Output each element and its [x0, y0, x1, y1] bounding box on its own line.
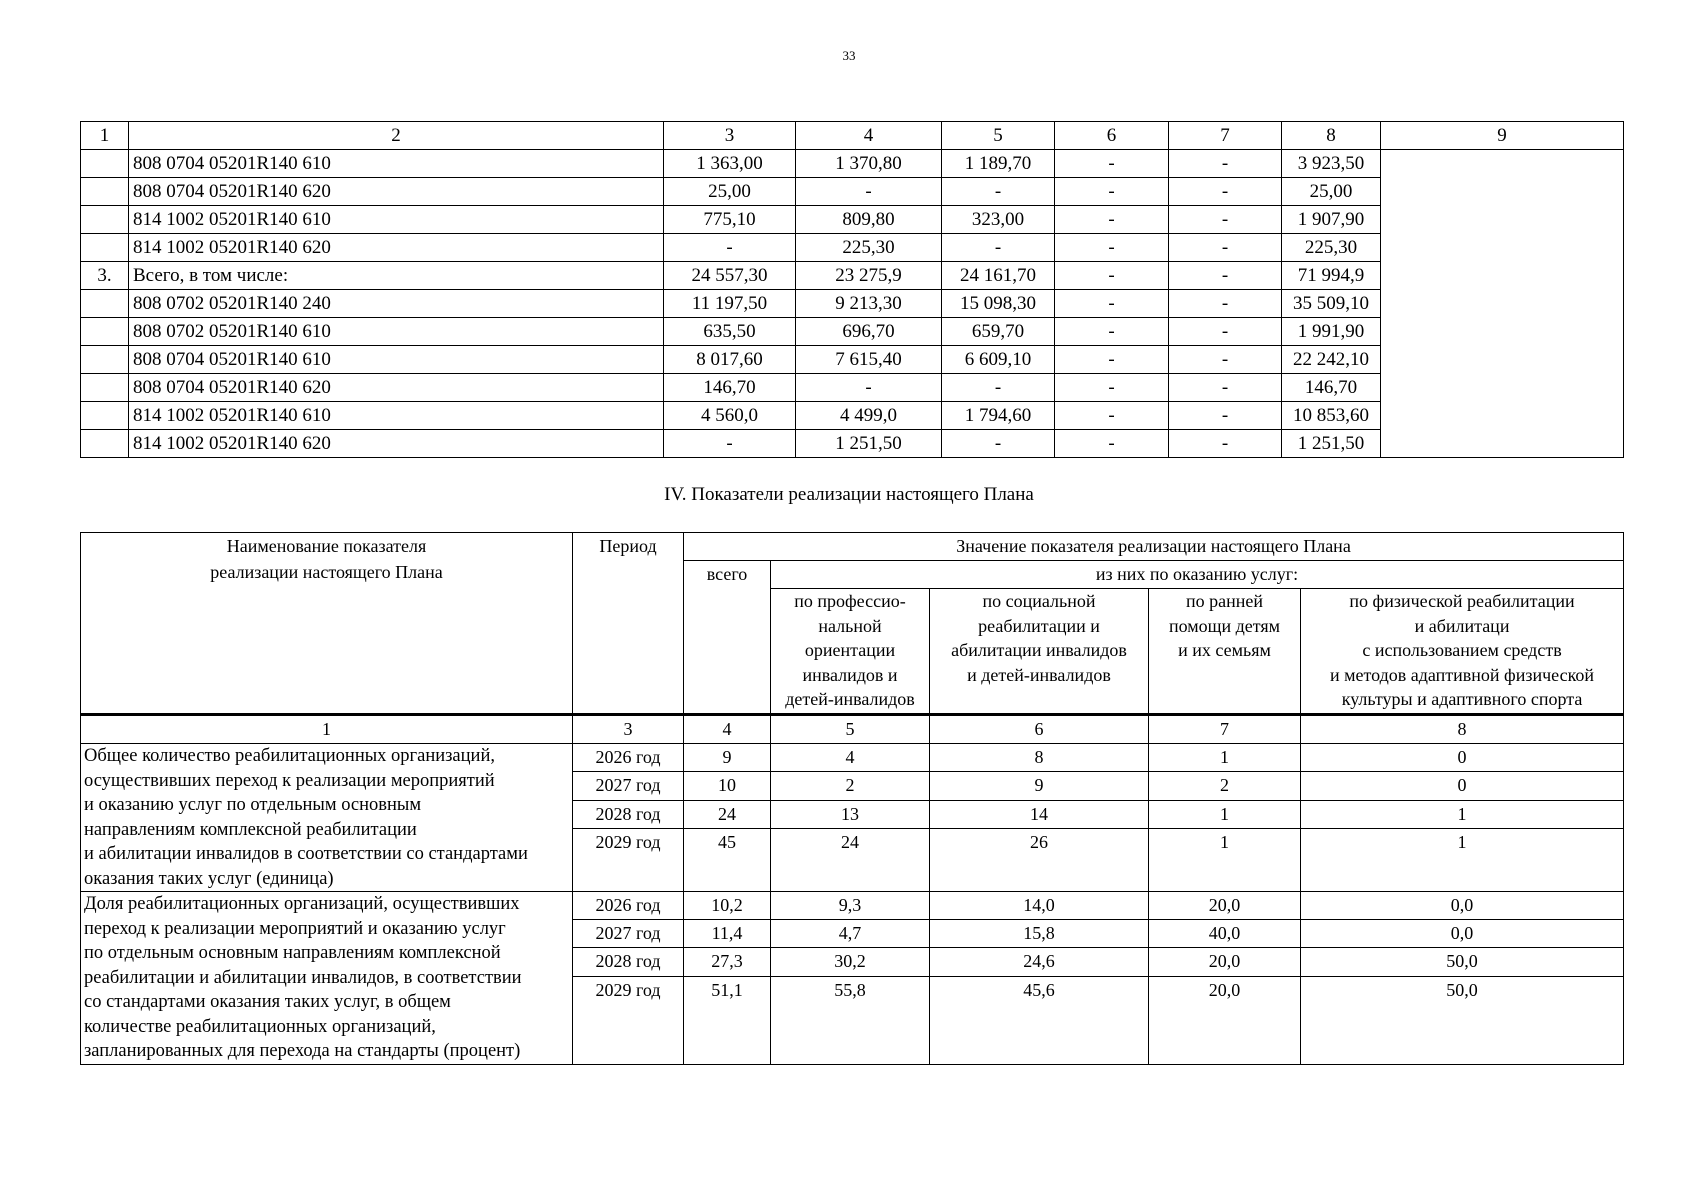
header-line: с использованием средств	[1362, 640, 1562, 660]
value-col7: -	[1169, 430, 1282, 458]
col-number: 5	[942, 122, 1055, 150]
period-cell: 2029 год	[573, 976, 684, 1064]
social-value: 24,6	[930, 948, 1149, 976]
header-line: и методов адаптивной физической	[1329, 664, 1595, 685]
early-help-value: 40,0	[1149, 920, 1301, 948]
value-col5: 323,00	[942, 206, 1055, 234]
col-number: 4	[684, 715, 771, 744]
indicator-name-line: по отдельным основным направлениям комплексной	[84, 943, 501, 963]
value-col8: 71 994,9	[1282, 262, 1381, 290]
early-help-value: 1	[1149, 829, 1301, 892]
col-number: 2	[129, 122, 664, 150]
col-number: 7	[1149, 715, 1301, 744]
header-sub-vocational	[771, 589, 930, 715]
early-help-value: 1	[1149, 744, 1301, 772]
value-col4: 4 499,0	[796, 402, 942, 430]
social-value: 8	[930, 744, 1149, 772]
value-col4: 225,30	[796, 234, 942, 262]
col-number: 8	[1282, 122, 1381, 150]
total-value: 10,2	[684, 892, 771, 920]
period-cell: 2028 год	[573, 948, 684, 976]
value-col3: 1 363,00	[664, 150, 796, 178]
physical-value: 0,0	[1301, 920, 1624, 948]
col-number: 6	[1055, 122, 1169, 150]
value-col6: -	[1055, 430, 1169, 458]
value-col3: -	[664, 234, 796, 262]
row-number	[81, 206, 129, 234]
header-name-line: реализации настоящего Плана	[210, 562, 443, 582]
value-col3: 25,00	[664, 178, 796, 206]
value-col8: 25,00	[1282, 178, 1381, 206]
vocational-value: 2	[771, 772, 930, 800]
period-cell: 2027 год	[573, 772, 684, 800]
page-number: 33	[842, 48, 856, 63]
vocational-value: 30,2	[771, 948, 930, 976]
value-col3: -	[664, 430, 796, 458]
early-help-value: 1	[1149, 800, 1301, 828]
header-period: Период	[573, 533, 684, 715]
value-col7: -	[1169, 234, 1282, 262]
budget-code: 814 1002 05201R140 610	[129, 206, 664, 234]
value-col3: 635,50	[664, 318, 796, 346]
row-number	[81, 178, 129, 206]
social-value: 45,6	[930, 976, 1149, 1064]
value-col5: 24 161,70	[942, 262, 1055, 290]
value-col6: -	[1055, 206, 1169, 234]
value-col7: -	[1169, 150, 1282, 178]
value-col4: 696,70	[796, 318, 942, 346]
header-line: по профессио-	[794, 591, 906, 611]
total-value: 24	[684, 800, 771, 828]
column-numbers-row	[81, 715, 1624, 744]
budget-code: 808 0702 05201R140 610	[129, 318, 664, 346]
col-number: 9	[1381, 122, 1624, 150]
value-col4: 23 275,9	[796, 262, 942, 290]
value-col3: 775,10	[664, 206, 796, 234]
header-line: по ранней	[1185, 591, 1263, 611]
header-line: и их семьям	[1178, 640, 1271, 660]
value-col6: -	[1055, 178, 1169, 206]
value-col8: 22 242,10	[1282, 346, 1381, 374]
vocational-value: 9,3	[771, 892, 930, 920]
physical-value: 0,0	[1301, 892, 1624, 920]
row-number	[81, 318, 129, 346]
total-value: 9	[684, 744, 771, 772]
value-col4: -	[796, 374, 942, 402]
budget-code: 814 1002 05201R140 620	[129, 430, 664, 458]
header-line: и детей-инвалидов	[967, 664, 1111, 685]
period-cell: 2026 год	[573, 892, 684, 920]
value-col8: 146,70	[1282, 374, 1381, 402]
value-col4: 1 251,50	[796, 430, 942, 458]
vocational-value: 55,8	[771, 976, 930, 1064]
indicator-name-line: Доля реабилитационных организаций, осуществивших	[84, 894, 520, 914]
header-sub-physical	[1301, 589, 1624, 715]
budget-code: 808 0702 05201R140 240	[129, 290, 664, 318]
value-col7: -	[1169, 402, 1282, 430]
value-col8: 1 251,50	[1282, 430, 1381, 458]
indicators-header-row	[81, 533, 1624, 561]
physical-value: 1	[1301, 800, 1624, 828]
value-col3: 8 017,60	[664, 346, 796, 374]
value-col6: -	[1055, 374, 1169, 402]
value-col9	[1381, 150, 1624, 458]
value-col5: 6 609,10	[942, 346, 1055, 374]
vocational-value: 13	[771, 800, 930, 828]
value-col7: -	[1169, 262, 1282, 290]
value-col6: -	[1055, 346, 1169, 374]
header-line: и абилитаци	[1414, 615, 1510, 636]
header-line: по физической реабилитации	[1349, 591, 1575, 611]
value-col8: 1 907,90	[1282, 206, 1381, 234]
social-value: 14,0	[930, 892, 1149, 920]
social-value: 15,8	[930, 920, 1149, 948]
physical-value: 50,0	[1301, 948, 1624, 976]
col-number: 4	[796, 122, 942, 150]
value-col8: 1 991,90	[1282, 318, 1381, 346]
value-col5: 15 098,30	[942, 290, 1055, 318]
value-col3: 24 557,30	[664, 262, 796, 290]
social-value: 9	[930, 772, 1149, 800]
indicator-name	[81, 892, 573, 1065]
row-number: 3.	[81, 262, 129, 290]
budget-header-row	[81, 122, 1624, 150]
header-line: абилитации инвалидов	[951, 640, 1127, 660]
row-number	[81, 430, 129, 458]
col-number: 6	[930, 715, 1149, 744]
social-value: 14	[930, 800, 1149, 828]
value-col4: 1 370,80	[796, 150, 942, 178]
header-line: ориентации	[804, 640, 896, 660]
social-value: 26	[930, 829, 1149, 892]
value-col4: -	[796, 178, 942, 206]
value-col6: -	[1055, 150, 1169, 178]
section-title: IV. Показатели реализации настоящего Плана	[664, 484, 1034, 505]
period-cell: 2029 год	[573, 829, 684, 892]
value-col5: -	[942, 430, 1055, 458]
total-value: 10	[684, 772, 771, 800]
budget-code: 814 1002 05201R140 620	[129, 234, 664, 262]
header-line: инвалидов и	[802, 664, 898, 685]
indicator-name-line: и абилитации инвалидов в соответствии со стандартами	[84, 844, 528, 864]
budget-code: 808 0704 05201R140 610	[129, 150, 664, 178]
table-row	[81, 892, 1624, 920]
vocational-value: 4	[771, 744, 930, 772]
budget-code: 808 0704 05201R140 620	[129, 374, 664, 402]
col-number: 8	[1301, 715, 1624, 744]
col-number: 1	[81, 122, 129, 150]
value-col7: -	[1169, 346, 1282, 374]
value-col5: 1 189,70	[942, 150, 1055, 178]
value-col5: -	[942, 178, 1055, 206]
value-col8: 225,30	[1282, 234, 1381, 262]
budget-code: 814 1002 05201R140 610	[129, 402, 664, 430]
physical-value: 0	[1301, 772, 1624, 800]
header-line: помощи детям	[1168, 615, 1281, 636]
header-line: детей-инвалидов	[785, 689, 915, 709]
value-col8: 3 923,50	[1282, 150, 1381, 178]
header-name-line: Наименование показателя	[226, 536, 427, 556]
header-sub-social	[930, 589, 1149, 715]
total-value: 27,3	[684, 948, 771, 976]
row-number	[81, 374, 129, 402]
value-col8: 10 853,60	[1282, 402, 1381, 430]
value-col7: -	[1169, 206, 1282, 234]
budget-code: 808 0704 05201R140 620	[129, 178, 664, 206]
value-col4: 9 213,30	[796, 290, 942, 318]
physical-value: 0	[1301, 744, 1624, 772]
physical-value: 1	[1301, 829, 1624, 892]
total-value: 11,4	[684, 920, 771, 948]
value-col5: -	[942, 234, 1055, 262]
early-help-value: 20,0	[1149, 892, 1301, 920]
value-col4: 7 615,40	[796, 346, 942, 374]
header-sub-early-help	[1149, 589, 1301, 715]
col-number: 1	[81, 715, 573, 744]
total-value: 51,1	[684, 976, 771, 1064]
header-total: всего	[684, 561, 771, 715]
physical-value: 50,0	[1301, 976, 1624, 1064]
indicator-name-line: реабилитации и абилитации инвалидов, в соответствии	[84, 967, 522, 988]
value-col7: -	[1169, 290, 1282, 318]
row-number	[81, 150, 129, 178]
value-col5: -	[942, 374, 1055, 402]
header-indicator-name	[81, 533, 573, 715]
early-help-value: 20,0	[1149, 976, 1301, 1064]
col-number: 5	[771, 715, 930, 744]
table-row	[81, 744, 1624, 772]
header-line: реабилитации и	[978, 615, 1100, 636]
header-value: Значение показателя реализации настоящего Плана	[684, 533, 1624, 561]
value-col7: -	[1169, 318, 1282, 346]
col-number: 7	[1169, 122, 1282, 150]
indicator-name	[81, 744, 573, 892]
header-of-which: из них по оказанию услуг:	[771, 561, 1624, 589]
value-col6: -	[1055, 402, 1169, 430]
indicator-name-line: направлениям комплексной реабилитации	[84, 819, 417, 840]
total-value: 45	[684, 829, 771, 892]
indicator-name-line: оказания таких услуг (единица)	[84, 868, 334, 889]
value-col6: -	[1055, 262, 1169, 290]
value-col7: -	[1169, 178, 1282, 206]
indicator-name-line: со стандартами оказания таких услуг, в общем	[84, 992, 451, 1012]
vocational-value: 4,7	[771, 920, 930, 948]
row-number	[81, 290, 129, 318]
header-line: культуры и адаптивного спорта	[1341, 689, 1583, 709]
value-col6: -	[1055, 318, 1169, 346]
period-cell: 2028 год	[573, 800, 684, 828]
indicator-name-line: запланированных для перехода на стандарты (процент)	[84, 1041, 521, 1061]
vocational-value: 24	[771, 829, 930, 892]
col-number: 3	[573, 715, 684, 744]
period-cell: 2027 год	[573, 920, 684, 948]
value-col3: 4 560,0	[664, 402, 796, 430]
value-col6: -	[1055, 234, 1169, 262]
indicator-name-line: и оказанию услуг по отдельным основным	[84, 795, 422, 815]
value-col7: -	[1169, 374, 1282, 402]
col-number: 3	[664, 122, 796, 150]
row-number	[81, 346, 129, 374]
row-number	[81, 234, 129, 262]
header-line: нальной	[818, 615, 882, 636]
budget-code: 808 0704 05201R140 610	[129, 346, 664, 374]
value-col6: -	[1055, 290, 1169, 318]
row-number	[81, 402, 129, 430]
value-col5: 1 794,60	[942, 402, 1055, 430]
value-col5: 659,70	[942, 318, 1055, 346]
table-row	[81, 150, 1624, 178]
indicators-table	[80, 532, 1624, 1065]
value-col8: 35 509,10	[1282, 290, 1381, 318]
indicator-name-line: переход к реализации мероприятий и оказанию услуг	[84, 918, 506, 939]
value-col4: 809,80	[796, 206, 942, 234]
indicator-name-line: осуществивших переход к реализации мероприятий	[84, 770, 495, 791]
indicator-name-line: количестве реабилитационных организаций,	[84, 1016, 436, 1037]
value-col3: 11 197,50	[664, 290, 796, 318]
period-cell: 2026 год	[573, 744, 684, 772]
header-line: по социальной	[982, 591, 1096, 611]
value-col3: 146,70	[664, 374, 796, 402]
early-help-value: 2	[1149, 772, 1301, 800]
indicator-name-line: Общее количество реабилитационных организаций,	[84, 746, 495, 766]
budget-code: Всего, в том числе:	[129, 262, 664, 290]
early-help-value: 20,0	[1149, 948, 1301, 976]
budget-table	[80, 121, 1624, 458]
